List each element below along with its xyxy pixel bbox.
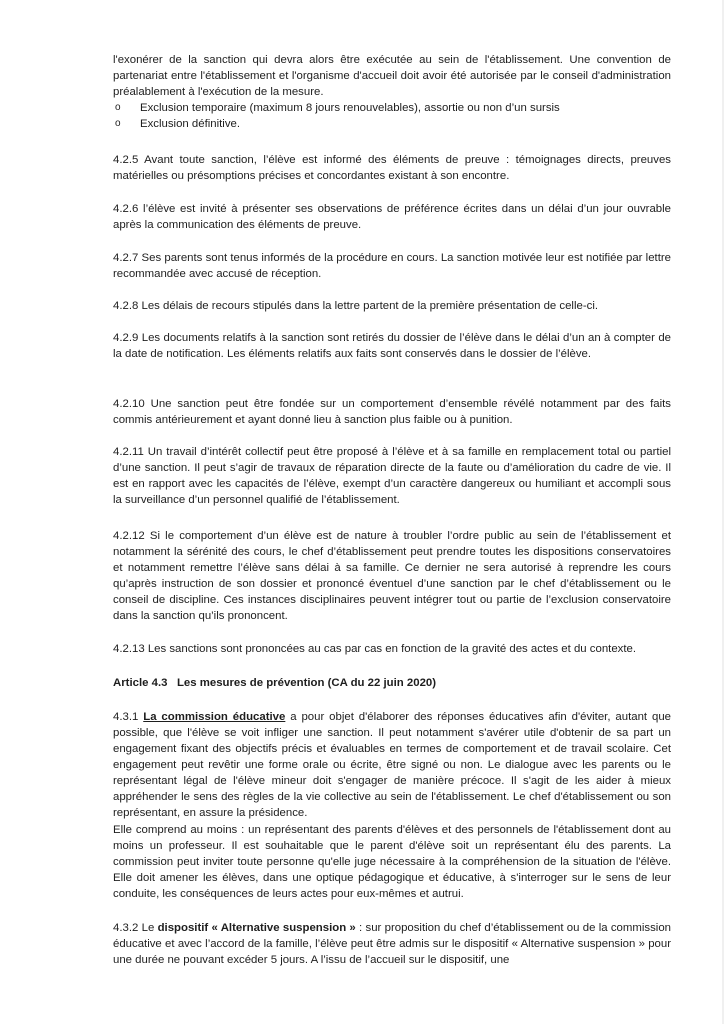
paragraph-body: a pour objet d'élaborer des réponses éducatives afin d'éviter, autant que possible, que l'élève se voit infliger une sanction. Il peut notamment s'avérer utile d'obtenir de sa part un engagement fixant des objectifs précis et évaluables en termes de comportement et de travail scolaire. Cet engagement peut revêtir une forme orale ou écrite, être signé ou non. Le dialogue avec les parents ou le représentant légal de l'élève mineur doit s'engager de manière précoce. Il s'agit de les aider à mieux appréhender le sens des règles de la vie collective au sein de l'établissement. Le chef d'établissement ou son représentant, en assure la présidence. <box>113 711 671 819</box>
paragraph-number: 4.3.2 <box>113 922 142 934</box>
paragraph-4-2-6: 4.2.6 l’élève est invité à présenter ses observations de préférence écrites dans un délai d’un jour ouvrable après la communication des éléments de preuve. <box>113 203 671 231</box>
commission-educative-term: La commission éducative <box>143 711 286 723</box>
paragraph-4-2-7: 4.2.7 Ses parents sont tenus informés de la procédure en cours. La sanction motivée leur est notifiée par lettre recommandée avec accusé de réception. <box>113 252 671 280</box>
list-item <box>113 116 673 132</box>
bullet-circle-icon: o <box>115 102 121 113</box>
article-4-3-heading: Article 4.3 Les mesures de prévention (CA du 22 juin 2020) <box>113 677 437 689</box>
paragraph-4-2-5: 4.2.5 Avant toute sanction, l’élève est informé des éléments de preuve : témoignages directs, preuves matérielles ou présomptions précises et concordantes existant à son encontre. <box>113 154 671 182</box>
bullet-circle-icon: o <box>115 118 121 129</box>
intro-continuation: l'exonérer de la sanction qui devra alors être exécutée au sein de l'établissement. Une convention de partenariat entre l'établissement et l'organisme d'accueil doit avoir été autorisée par le conseil d'administration préalablement à l'exécution de la mesure. <box>113 54 671 98</box>
list-item <box>113 100 673 116</box>
paragraph-4-2-12: 4.2.12 Si le comportement d’un élève est de nature à troubler l’ordre public au sein de l’établissement et notamment la sérénité des cours, le chef d’établissement peut prendre toutes les dispositions conservatoires et notamment remettre l’élève sans délai à sa famille. Ce dernier ne sera autorisé à reprendre les cours qu’après instruction de son dossier et prononcé éventuel d’une sanction par le chef d’établissement ou le conseil de discipline. Ces instances disciplinaires peuvent intégrer tout ou partie de l’exclusion conservatoire dans la sanction qu’ils prononcent. <box>113 530 671 622</box>
sanction-bullet-list <box>113 100 673 132</box>
paragraph-4-2-8: 4.2.8 Les délais de recours stipulés dans la lettre partent de la première présentation de celle-ci. <box>113 300 599 312</box>
paragraph-number: 4.3.1 <box>113 711 144 723</box>
list-item-text: Exclusion définitive. <box>140 118 241 130</box>
paragraph-4-2-10: 4.2.10 Une sanction peut être fondée sur un comportement d’ensemble révélé notamment par des faits commis antérieurement et ayant donné lieu à sanction plus faible ou à punition. <box>113 398 671 426</box>
paragraph-4-2-9: 4.2.9 Les documents relatifs à la sanction sont retirés du dossier de l’élève dans le délai d’un an à compter de la date de notification. Les éléments relatifs aux faits sont conservés dans le dossier de l’élève. <box>113 332 671 360</box>
paragraph-4-3-2 <box>113 920 671 968</box>
paragraph-4-3-1-composition: Elle comprend au moins : un représentant des parents d'élèves et des personnels de l'établissement dont au moins un professeur. Il est souhaitable que le parent d'élève soit un représentant élu des parents. La commission peut inviter toute personne qu'elle juge nécessaire à la compréhension de la situation de l'élève. Elle doit amener les élèves, dans une optique pédagogique et éducative, à s'interroger sur le sens de leur conduite, les conséquences de leurs actes pour eux-mêmes et autrui. <box>113 824 671 900</box>
paragraph-4-3-1 <box>113 709 671 821</box>
paragraph-prefix: Le <box>141 922 158 934</box>
paragraph-4-2-13: 4.2.13 Les sanctions sont prononcées au cas par cas en fonction de la gravité des actes et du contexte. <box>113 643 637 655</box>
paragraph-body: : sur proposition du chef d’établissement ou de la commission éducative et avec l’accord de la famille, l’élève peut être admis sur le dispositif « Alternative suspension » pour une durée ne pouvant excéder 5 jours. A l’issu de l’accueil sur le dispositif, une <box>113 922 671 966</box>
alternative-suspension-term: dispositif « Alternative suspension » <box>157 922 356 934</box>
paragraph-4-2-11: 4.2.11 Un travail d’intérêt collectif peut être proposé à l’élève et à sa famille en remplacement total ou partiel d’une sanction. Il peut s’agir de travaux de réparation directe de la faute ou d’amélioration du cadre de vie. Il est en rapport avec les capacités de l’élève, exempt d’un caractère dangereux ou humiliant et accompli sous la surveillance d’un personnel qualifié de l’établissement. <box>113 446 671 506</box>
list-item-text: Exclusion temporaire (maximum 8 jours renouvelables), assortie ou non d’un sursis <box>140 102 560 114</box>
